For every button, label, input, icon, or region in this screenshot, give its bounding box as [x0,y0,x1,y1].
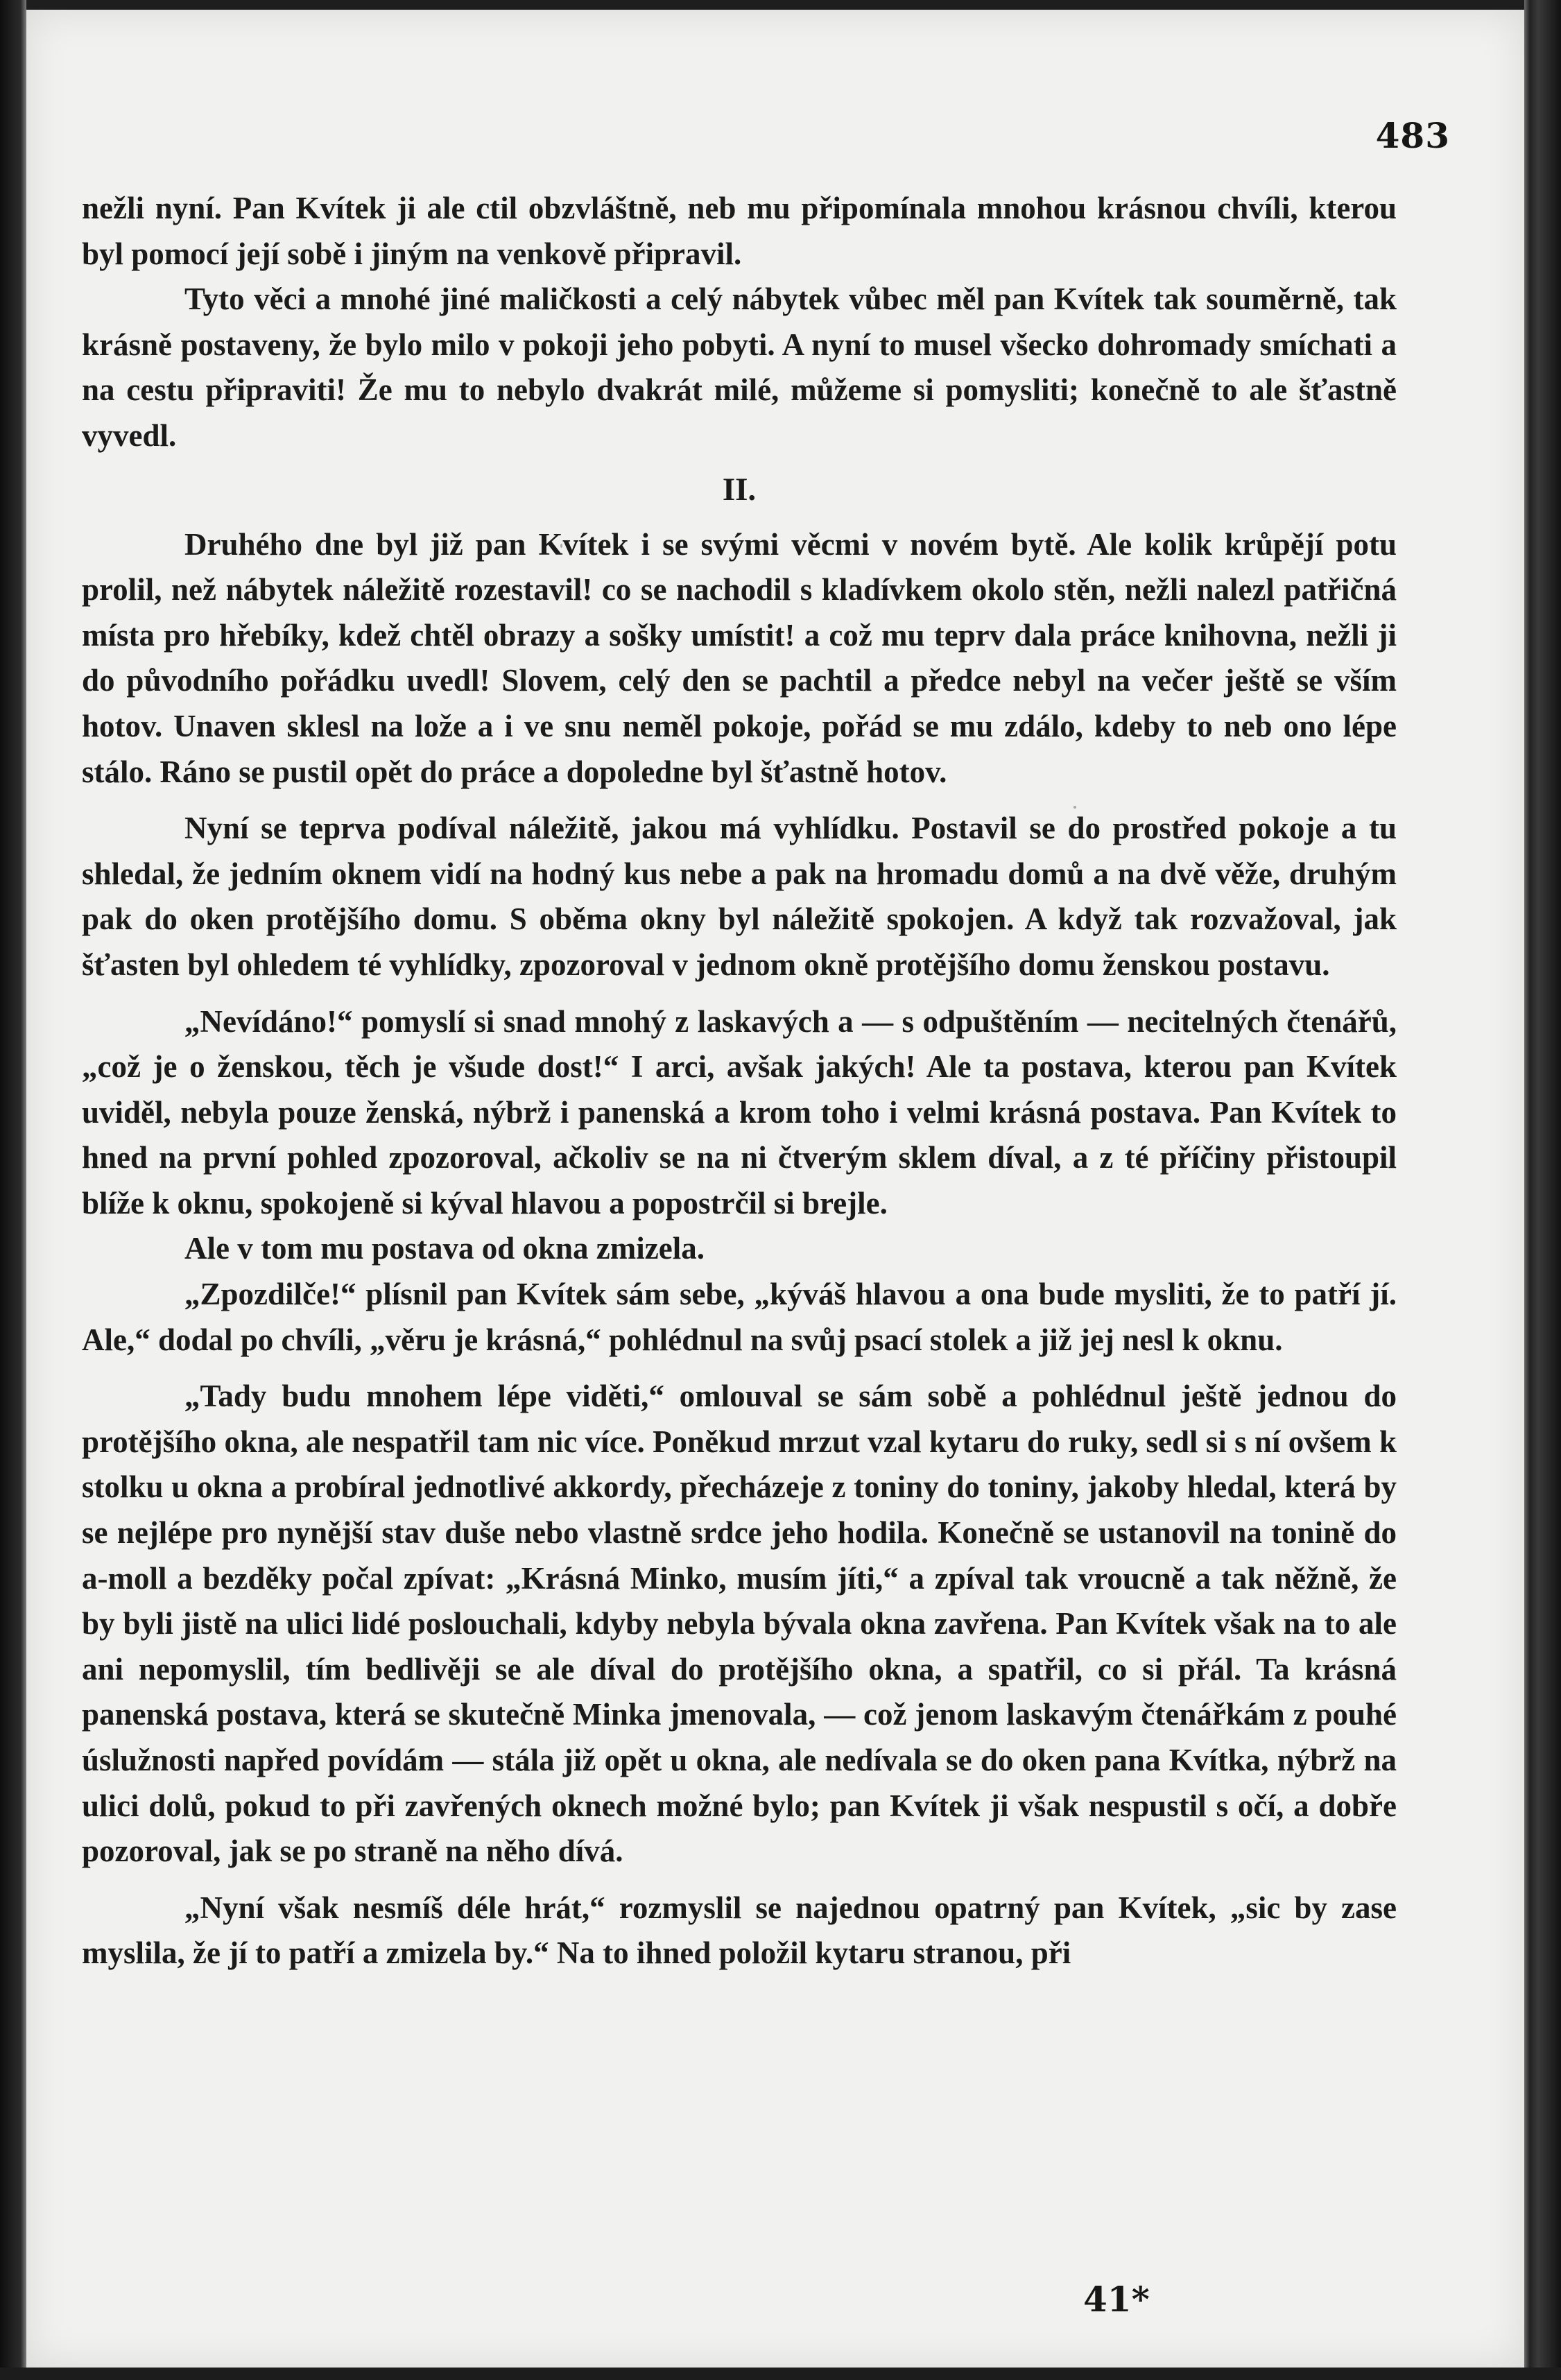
paragraph: „Tady budu mnohem lépe viděti,“ omlouval se sám sobě a pohlédnul ještě jednou do protějšího okna, ale nespatřil tam nic více. Poněkud mrzut vzal kytaru do ruky, sedl si s ní ovšem k stolku u okna a probíral jednotlivé akkordy, přecházeje z toniny do toniny, jakoby hledal, která by se nejlépe pro nynější stav duše nebo vlastně srdce jeho hodila. Konečně se ustanovil na tonině do a-moll a bezděky počal zpívat: „Krásná Minko, musím jíti,“ a zpíval tak vroucně a tak něžně, že by byli jistě na ulici lidé poslouchali, kdyby nebyla bývala okna zavřena. Pan Kvítek však na to ale ani nepomyslil, tím bedlivěji se ale díval do protějšího okna, a spatřil, co si přál. Ta krásná panenská postava, která se skutečně Minka jmenovala, — což jenom laskavým čtenářkám z pouhé úslužnosti napřed povídám — stála již opět u okna, ale nedívala se do oken pana Kvítka, nýbrž na ulici dolů, pokud to při zavřených oknech možné bylo; pan Kvítek ji však nespustil s očí, a dobře pozoroval, jak se po straně na něho dívá. [82,1379,1397,1869]
section-heading: II. [722,471,757,508]
paragraph: „Nyní však nesmíš déle hrát,“ rozmyslil se najednou opatrný pan Kvítek, „sic by zase myslila, že jí to patří a zmizela by.“ Na to ihned položil kytaru stranou, při [82,1890,1397,1971]
paragraph: Druhého dne byl již pan Kvítek i se svými věcmi v novém bytě. Ale kolik krůpějí potu prolil, než nábytek náležitě rozestavil! co se nachodil s kladívkem okolo stěn, nežli nalezl patřičná místa pro hřebíky, kdež chtěl obrazy a sošky umístit! a což mu teprv dala práce knihovna, nežli ji do původního pořádku uvedl! Slovem, celý den se pachtil a předce nebyl na večer ještě se vším hotov. Unaven sklesl na lože a i ve snu neměl pokoje, pořád se mu zdálo, kdeby to neb ono lépe stálo. Ráno se pustil opět do práce a dopoledne byl šťastně hotov. [82,526,1397,789]
body-text [82,186,1397,1976]
paragraph: Tyto věci a mnohé jiné maličkosti a celý nábytek vůbec měl pan Kvítek tak souměrně, tak krásně postaveny, že bylo milo v pokoji jeho pobyti. A nyní to musel všecko dohromady smíchati a na cestu připraviti! Že mu to nebylo dvakrát milé, můžeme si pomysliti; konečně to ale šťastně vyvedl. [82,282,1397,453]
scan-border-bottom [0,2368,1561,2380]
scan-border-left [0,0,26,2380]
signature-mark: 41* [1083,2279,1150,2320]
paragraph: „Zpozdilče!“ plísnil pan Kvítek sám sebe, „kýváš hlavou a ona bude mysliti, že to patří jí. Ale,“ dodal po chvíli, „věru je krásná,“ pohlédnul na svůj psací stolek a již jej nesl k oknu. [82,1277,1397,1357]
paragraph: Ale v tom mu postava od okna zmizela. [184,1231,705,1266]
scan-border-right [1524,0,1561,2380]
paragraph: Nyní se teprva podíval náležitě, jakou má vyhlídku. Postavil se do prostřed pokoje a tu shledal, že jedním oknem vidí na hodný kus nebe a pak na hromadu domů a na dvě věže, druhým pak do oken protějšího domu. S oběma okny byl náležitě spokojen. A když tak rozvažoval, jak šťasten byl ohledem té vyhlídky, zpozoroval v jednom okně protějšího domu ženskou postavu. [82,811,1397,982]
scan-border-top [0,0,1561,10]
paragraph: nežli nyní. Pan Kvítek ji ale ctil obzvláštně, neb mu připomínala mnohou krásnou chvíli, kterou byl pomocí její sobě i jiným na venkově připravil. [82,191,1397,271]
paragraph: „Nevídáno!“ pomyslí si snad mnohý z laskavých a — s odpuštěním — necitelných čtenářů, „což je o ženskou, těch je všude dost!“ I arci, avšak jakých! Ale ta postava, kterou pan Kvítek uviděl, nebyla pouze ženská, nýbrž i panenská a krom toho i velmi krásná postava. Pan Kvítek to hned na první pohled zpozoroval, ačkoliv se na ni čtverým sklem díval, a z té příčiny přistoupil blíže k oknu, spokojeně si kýval hlavou a popostrčil si brejle. [82,1003,1397,1221]
page-number: 483 [1375,115,1450,156]
